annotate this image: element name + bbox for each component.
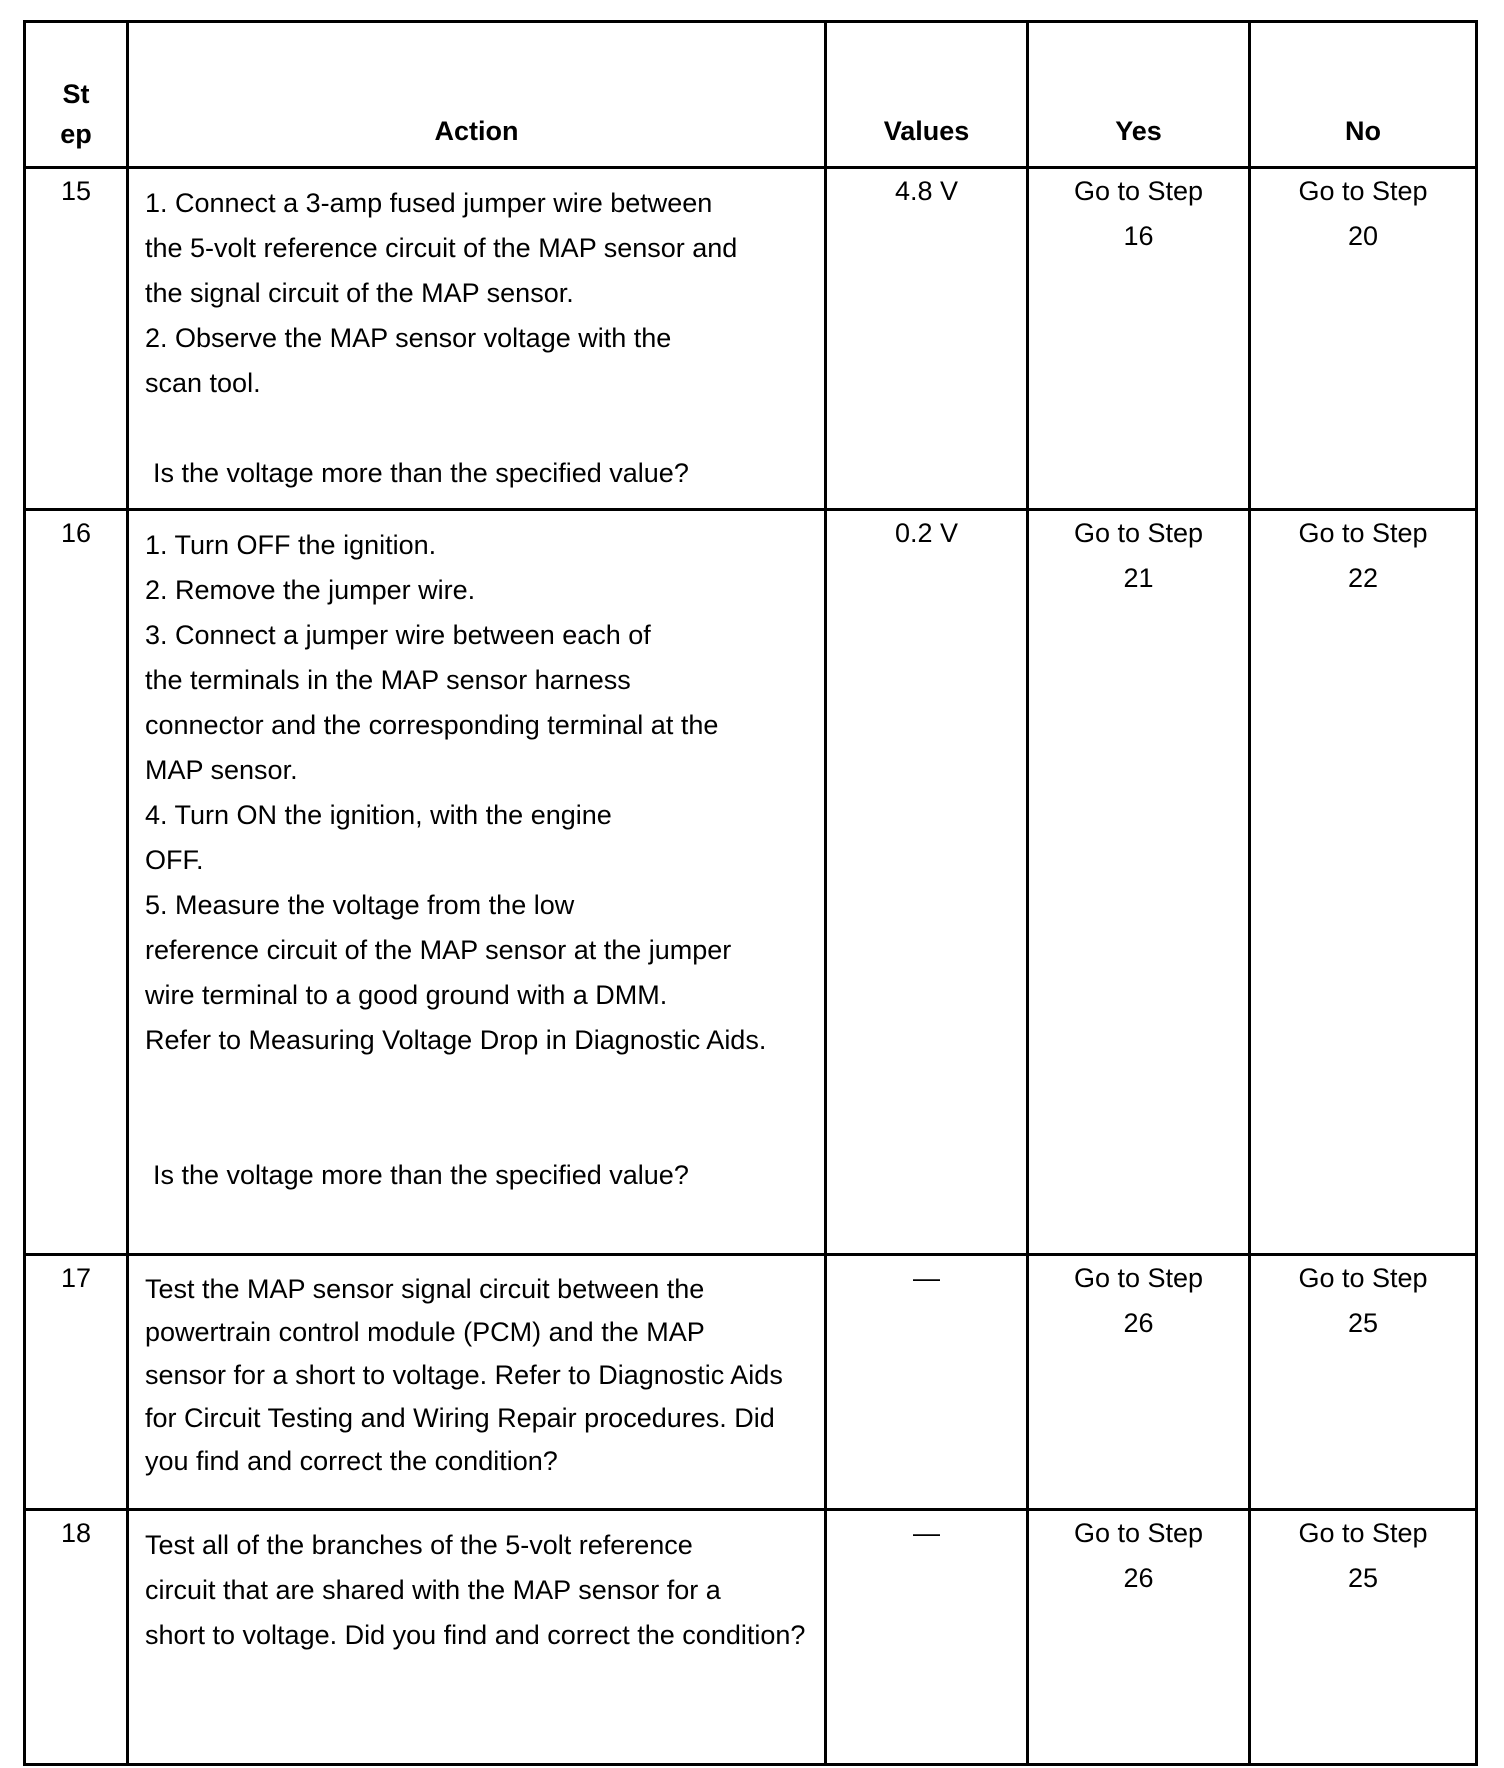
values-header: Values [826, 22, 1028, 168]
action-line: 1. Turn OFF the ignition. [145, 530, 437, 560]
go-to-step: 20 [1347, 221, 1379, 251]
no-cell [1250, 1255, 1477, 1510]
action-cell [128, 510, 826, 1255]
action-line: 3. Connect a jumper wire between each of [145, 620, 651, 650]
action-line: scan tool. [145, 368, 261, 398]
action-cell [128, 1255, 826, 1510]
action-line: connector and the corresponding terminal at the [145, 710, 719, 740]
go-to-step: 25 [1347, 1308, 1379, 1338]
go-to-step: 22 [1347, 563, 1379, 593]
action-line: the terminals in the MAP sensor harness [145, 665, 631, 695]
no-cell [1250, 168, 1477, 510]
step-number: 16 [25, 510, 128, 1255]
action-line: MAP sensor. [145, 755, 298, 785]
value-cell: — [826, 1255, 1028, 1510]
action-line: 1. Connect a 3-amp fused jumper wire between [145, 188, 713, 218]
go-to-step: 26 [1123, 1308, 1154, 1338]
no-cell [1250, 510, 1477, 1255]
yes-cell [1028, 168, 1250, 510]
yes-cell [1028, 510, 1250, 1255]
step-header: St ep [25, 22, 128, 168]
go-to-label: Go to Step [1298, 1518, 1428, 1548]
action-question: Is the voltage more than the specified value? [153, 1160, 689, 1190]
go-to-step: 21 [1123, 563, 1154, 593]
action-line: 2. Remove the jumper wire. [145, 575, 476, 605]
action-line: for Circuit Testing and Wiring Repair procedures. Did [145, 1403, 775, 1433]
go-to-step: 16 [1123, 221, 1154, 251]
action-line: 4. Turn ON the ignition, with the engine [145, 800, 612, 830]
action-line: Refer to Measuring Voltage Drop in Diagnostic Aids. [145, 1025, 767, 1055]
table-row [25, 168, 1477, 510]
value-cell: — [826, 1510, 1028, 1765]
action-line: Test the MAP sensor signal circuit between the [145, 1274, 705, 1304]
value-cell: 4.8 V [826, 168, 1028, 510]
go-to-label: Go to Step [1073, 1518, 1204, 1548]
action-line: 2. Observe the MAP sensor voltage with the [145, 323, 672, 353]
action-line: circuit that are shared with the MAP sensor for a [145, 1575, 721, 1605]
go-to-label: Go to Step [1073, 1263, 1204, 1293]
action-line: sensor for a short to voltage. Refer to Diagnostic Aids [145, 1360, 783, 1390]
step-number: 15 [25, 168, 128, 510]
action-question: Is the voltage more than the specified value? [153, 458, 689, 488]
action-line: the signal circuit of the MAP sensor. [145, 278, 574, 308]
go-to-label: Go to Step [1298, 176, 1428, 206]
action-cell [128, 1510, 826, 1765]
action-line: the 5-volt reference circuit of the MAP sensor and [145, 233, 738, 263]
go-to-label: Go to Step [1298, 1263, 1428, 1293]
step-number: 18 [25, 1510, 128, 1765]
action-line: you find and correct the condition? [145, 1446, 558, 1476]
no-header: No [1250, 22, 1477, 168]
go-to-step: 25 [1347, 1563, 1379, 1593]
yes-cell [1028, 1510, 1250, 1765]
no-cell [1250, 1510, 1477, 1765]
action-line: short to voltage. Did you find and correct the condition? [145, 1620, 806, 1650]
yes-header: Yes [1028, 22, 1250, 168]
step-number: 17 [25, 1255, 128, 1510]
diagnostic-table [23, 20, 1478, 1766]
table-row [25, 1255, 1477, 1510]
yes-cell [1028, 1255, 1250, 1510]
action-header: Action [128, 22, 826, 168]
action-line: reference circuit of the MAP sensor at the jumper [145, 935, 732, 965]
header-row [25, 22, 1477, 168]
action-line: 5. Measure the voltage from the low [145, 890, 575, 920]
action-line: Test all of the branches of the 5-volt reference [145, 1530, 693, 1560]
go-to-label: Go to Step [1073, 176, 1204, 206]
action-cell [128, 168, 826, 510]
table-row [25, 1510, 1477, 1765]
go-to-step: 26 [1123, 1563, 1154, 1593]
action-line: OFF. [145, 845, 204, 875]
go-to-label: Go to Step [1298, 518, 1428, 548]
action-line: powertrain control module (PCM) and the MAP [145, 1317, 705, 1347]
action-line: wire terminal to a good ground with a DMM. [145, 980, 668, 1010]
table-row [25, 510, 1477, 1255]
go-to-label: Go to Step [1073, 518, 1204, 548]
value-cell: 0.2 V [826, 510, 1028, 1255]
